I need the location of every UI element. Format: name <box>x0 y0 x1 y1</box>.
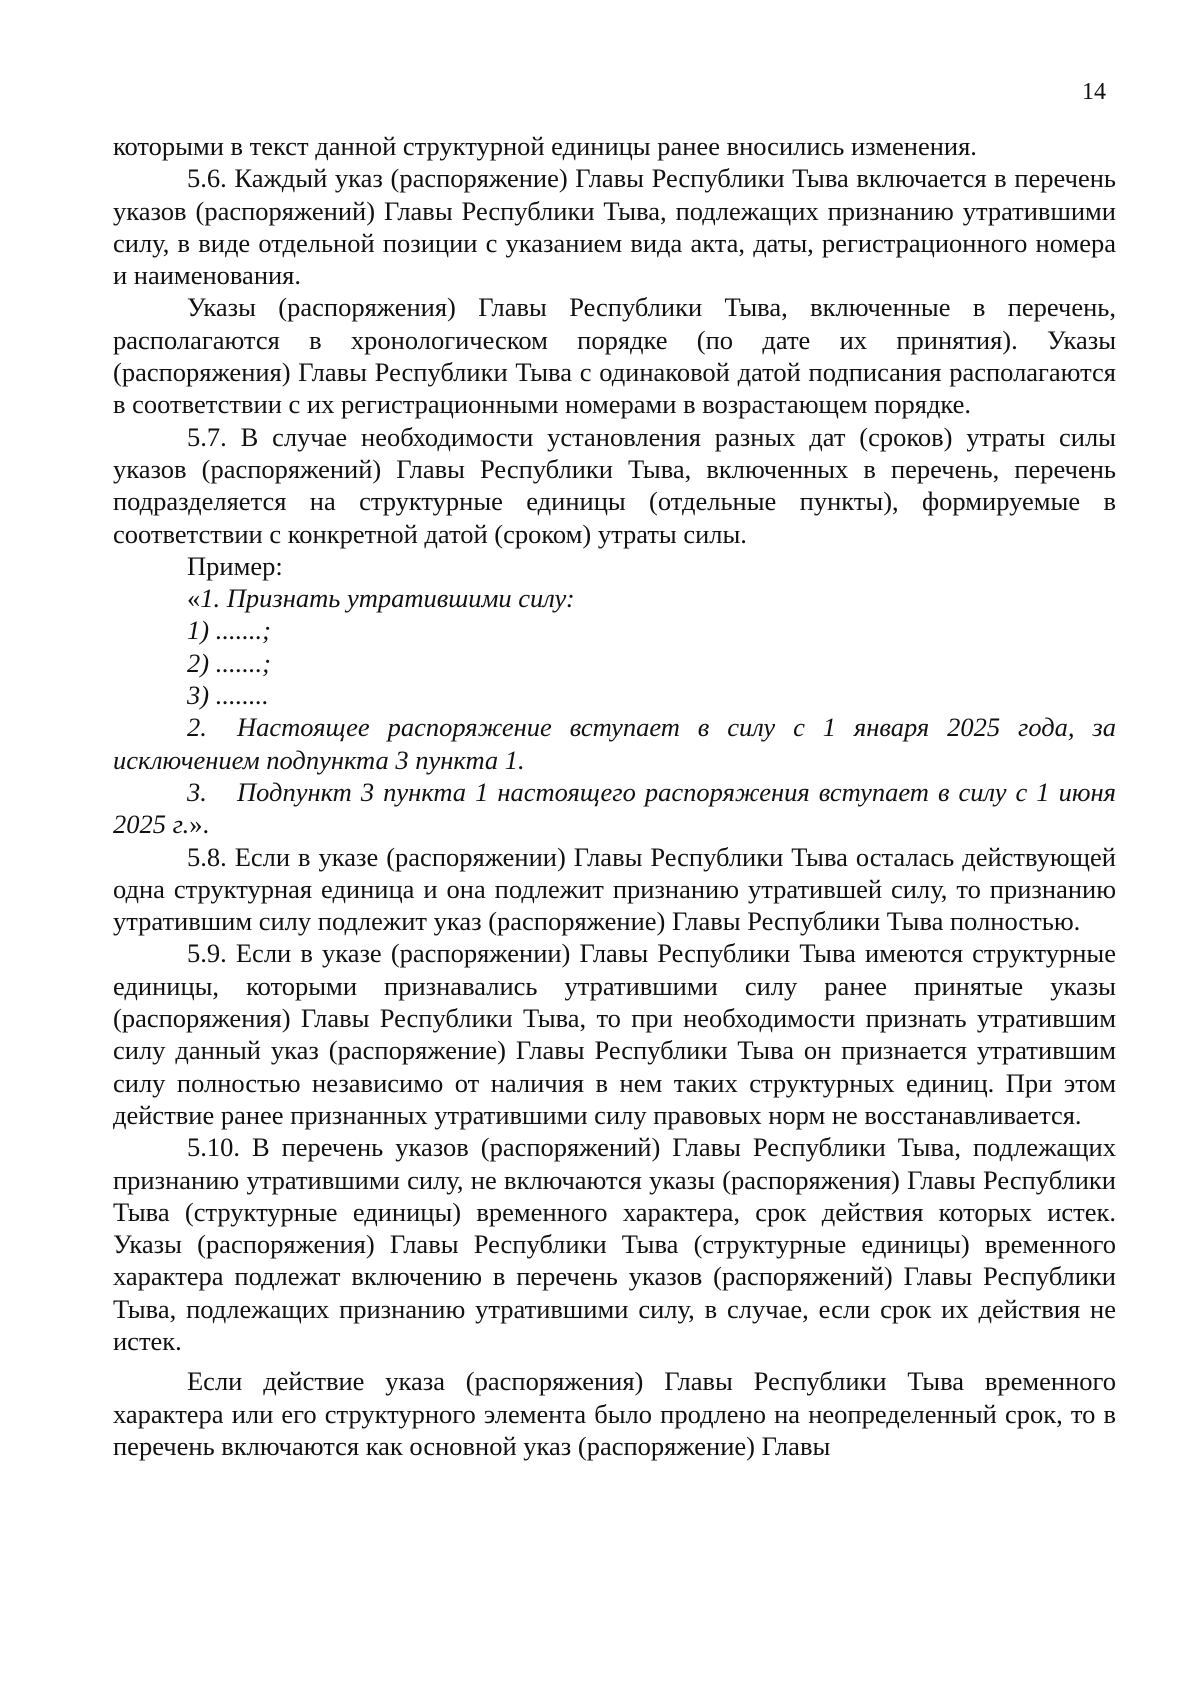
example-subitem-2: 2) .......; <box>187 647 271 678</box>
example-subitem-1: 1) .......; <box>187 615 271 646</box>
example-item-2-number: 2. <box>187 712 207 743</box>
example-item-1 <box>113 582 1116 614</box>
paragraph-5-6: 5.6. Каждый указ (распоряжение) Главы Республики Тыва включается в перечень указов (распоряжений) Главы Республики Тыва, подлежащих признанию утратившими силу, в виде отдельной позиции с указанием вида акта, даты, регистрационного номера и наименования. <box>113 163 1116 291</box>
example-open-quote: « <box>187 583 201 614</box>
example-item-3 <box>113 776 1116 841</box>
example-item-3-number: 3. <box>187 776 207 807</box>
paragraph-5-8: 5.8. Если в указе (распоряжении) Главы Республики Тыва осталась действующей одна структурная единица и она подлежит признанию утратившей силу, то признанию утратившим силу подлежит указ (распоряжение) Главы Республики Тыва полностью. <box>113 841 1116 937</box>
example-item-2-text: Настоящее распоряжение вступает в силу с 1 января 2025 года, за исключением подпункта 3 пункта 1. <box>113 712 1116 775</box>
paragraph-5-7: 5.7. В случае необходимости установления разных дат (сроков) утраты силы указов (распоряжений) Главы Республики Тыва, включенных в перечень, перечень подразделяется на структурные единицы (отдельные пункты), формируемые в соответствии с конкретной датой (сроком) утраты силы. <box>113 421 1116 549</box>
page-number: 14 <box>1082 79 1106 105</box>
example-label: Пример: <box>187 550 283 581</box>
example-item-3-text: Подпункт 3 пункта 1 настоящего распоряжения вступает в силу с 1 июня 2025 г. <box>113 776 1116 840</box>
example-subitem-3: 3) ........ <box>187 680 269 711</box>
paragraph-continuation: которыми в текст данной структурной единицы ранее вносились изменения. <box>113 131 977 161</box>
example-item-2 <box>113 711 1116 776</box>
example-item-1-text: 1. Признать утратившими силу: <box>200 583 575 614</box>
paragraph-5-10: 5.10. В перечень указов (распоряжений) Главы Республики Тыва, подлежащих признанию утратившими силу, не включаются указы (распоряжения) Главы Республики Тыва (структурные единицы) временного характера, срок действия которых истек. Указы (распоряжения) Главы Республики Тыва (структурные единицы) временного характера подлежат включению в перечень указов (распоряжений) Главы Республики Тыва, подлежащих признанию утратившими силу, в случае, если срок их действия не истек. <box>113 1132 1116 1356</box>
example-close-quote: ». <box>189 809 210 840</box>
paragraph-5-9: 5.9. Если в указе (распоряжении) Главы Республики Тыва имеются структурные единицы, которыми признавались утратившими силу ранее принятые указы (распоряжения) Главы Республики Тыва, то при необходимости признать утратившим силу данный указ (распоряжение) Главы Республики Тыва он признается утратившим силу полностью независимо от наличия в нем таких структурных единиц. При этом действие ранее признанных утратившими силу правовых норм не восстанавливается. <box>113 938 1116 1130</box>
paragraph-temporary-acts: Если действие указа (распоряжения) Главы Республики Тыва временного характера или его структурного элемента было продлено на неопределенный срок, то в перечень включаются как основной указ (распоряжение) Главы <box>113 1366 1116 1461</box>
document-body <box>113 130 1116 1462</box>
paragraph-ordering: Указы (распоряжения) Главы Республики Тыва, включенные в перечень, располагаются в хронологическом порядке (по дате их принятия). Указы (распоряжения) Главы Республики Тыва с одинаковой датой подписания располагаются в соответствии с их регистрационными номерами в возрастающем порядке. <box>113 292 1116 420</box>
